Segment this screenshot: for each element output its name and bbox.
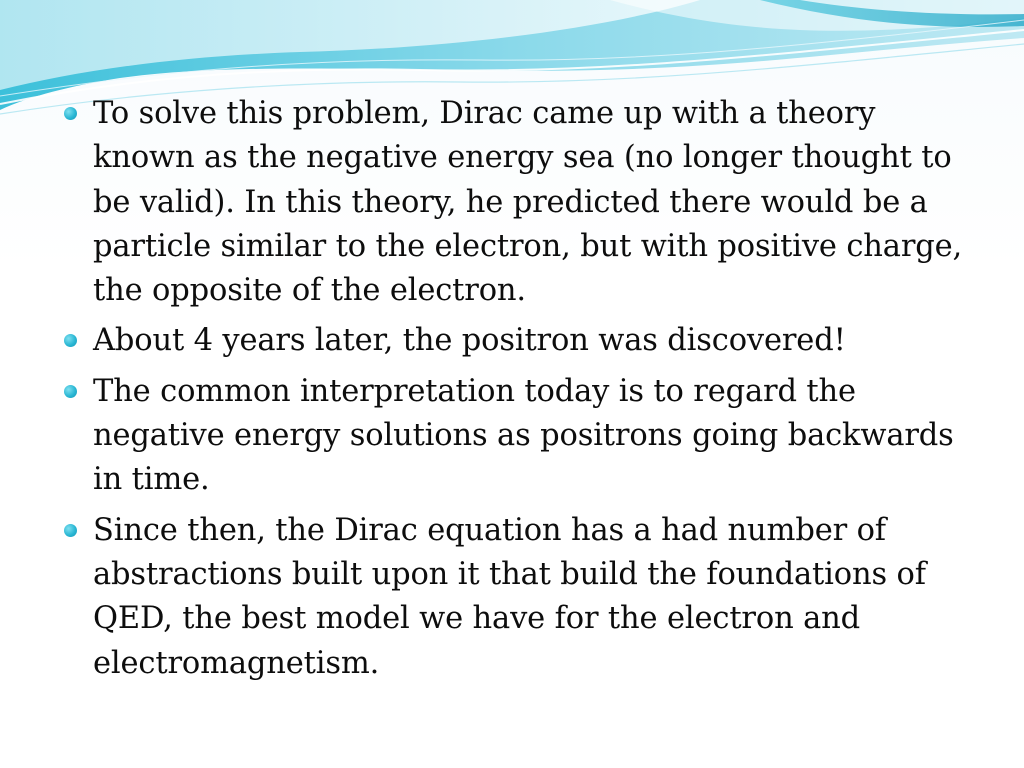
bullet-dot-icon [64, 107, 77, 120]
bullet-text: To solve this problem, Dirac came up with a theory known as the negative energy sea (no longer thought to be valid). In this theory, he predicted there would be a particle similar to the electron, but with positive charge, the opposite of the electron. [93, 96, 963, 309]
bullet-item [64, 92, 964, 313]
bullet-text: The common interpretation today is to regard the negative energy solutions as positrons going backwards in time. [93, 373, 954, 498]
bullet-dot-icon [64, 334, 77, 347]
bullet-text: Since then, the Dirac equation has a had number of abstractions built upon it that build the foundations of QED, the best model we have for the electron and electromagnetism. [93, 512, 926, 681]
bullet-dot-icon [64, 524, 77, 537]
bullet-item [64, 370, 964, 503]
bullet-list [64, 92, 964, 692]
bullet-text: About 4 years later, the positron was discovered! [93, 323, 846, 359]
bullet-dot-icon [64, 385, 77, 398]
bullet-item [64, 509, 964, 686]
bullet-item [64, 319, 964, 363]
